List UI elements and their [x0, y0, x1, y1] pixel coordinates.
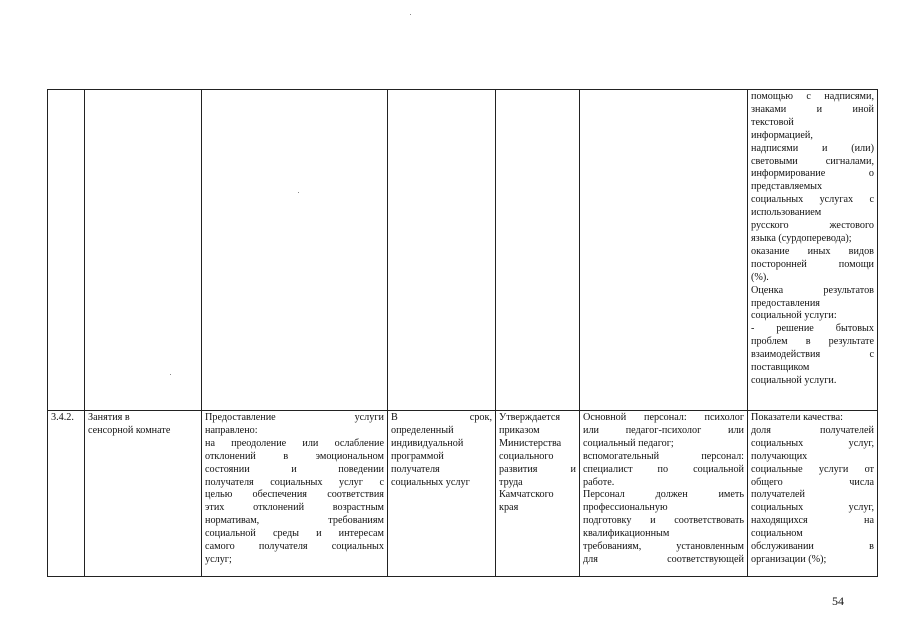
text-line: для соответствующей: [583, 553, 744, 565]
text-line: получающих: [751, 450, 808, 462]
cell-description-empty: [202, 90, 388, 411]
text-line: помощью с надписями,: [751, 91, 874, 102]
text-line: отклонений в эмоциональном: [205, 450, 384, 462]
text-line: нормативам, требованиям: [205, 515, 384, 527]
text-line: В срок,: [391, 412, 492, 423]
text-line: получателя социальных услуг с: [205, 476, 384, 488]
text-line: на преодоление или ослабление: [205, 437, 384, 449]
text-line: проблем в результате: [751, 336, 874, 348]
cell-approval-empty: [496, 90, 580, 411]
text-line: световыми сигналами,: [751, 155, 874, 167]
services-table: [47, 89, 878, 577]
text-line: развития и: [499, 463, 576, 475]
text-line: социального: [499, 450, 554, 462]
cell-term-empty: [388, 90, 496, 411]
cell-description: [202, 411, 388, 577]
text-line: социальных услугах с: [751, 194, 874, 206]
text-line: знаками и иной: [751, 103, 874, 115]
text-line: информирование о: [751, 168, 874, 180]
text-line: Показатели качества:: [751, 412, 843, 423]
text-line: самого получателя социальных: [205, 541, 384, 553]
text-line: индивидуальной: [391, 437, 464, 449]
text-line: квалификационным: [583, 528, 670, 540]
text-line: обслуживании в: [751, 541, 874, 553]
text-line: вспомогательный персонал:: [583, 450, 744, 462]
text-line: общего числа: [751, 476, 874, 488]
text-line: Камчатского: [499, 489, 554, 501]
text-line: предоставления: [751, 297, 820, 309]
cell-approval: [496, 411, 580, 577]
text-line: находящихся на: [751, 515, 874, 527]
text-line: Министерства: [499, 437, 562, 449]
cell-number: [48, 411, 85, 577]
text-line: организации (%);: [751, 553, 827, 565]
cell-term: [388, 411, 496, 577]
cell-name-empty: [85, 90, 202, 411]
text-line: целью обеспечения соответствия: [205, 489, 384, 501]
text-line: (%).: [751, 271, 769, 283]
text-line: социальных услуг,: [751, 437, 874, 449]
text-line: определенный: [391, 424, 454, 436]
text-line: края: [499, 502, 519, 514]
text-line: - решение бытовых: [751, 323, 874, 335]
text-line: Оценка результатов: [751, 284, 874, 296]
text-line: приказом: [499, 424, 540, 436]
text-line: социальной услуги:: [751, 310, 837, 322]
table-row-3-4-2: [48, 411, 878, 577]
row-number: 3.4.2.: [51, 412, 74, 423]
table-row-continuation: [48, 90, 878, 411]
text-line: доля получателей: [751, 424, 874, 436]
text-line: социальный педагог;: [583, 437, 674, 449]
text-line: Персонал должен иметь: [583, 489, 744, 501]
text-line: взаимодействия с: [751, 349, 874, 361]
text-line: посторонней помощи: [751, 258, 874, 270]
text-line: услуг;: [205, 553, 232, 565]
text-line: языка (сурдоперевода);: [751, 232, 852, 244]
cell-quality-continuation: [748, 90, 878, 411]
text-line: информацией,: [751, 129, 813, 141]
text-line: социальной среды и интересам: [205, 528, 384, 540]
cell-personnel-empty: [580, 90, 748, 411]
text-line: требованиям, установленным: [583, 541, 744, 553]
text-line: Предоставление услуги: [205, 412, 384, 423]
cell-personnel: [580, 411, 748, 577]
text-line: Утверждается: [499, 412, 561, 423]
text-line: русского жестового: [751, 220, 874, 232]
text-line: надписями и (или): [751, 142, 874, 154]
text-line: использованием: [751, 207, 822, 219]
text-line: состоянии и поведении: [205, 463, 384, 475]
text-line: сенсорной комнате: [88, 424, 171, 436]
text-line: поставщиком: [751, 362, 810, 374]
scan-speck: [410, 14, 411, 15]
text-line: социальной услуги.: [751, 374, 837, 386]
text-line: получателей: [751, 489, 806, 501]
page-number: 54: [832, 594, 844, 608]
text-line: специалист по социальной: [583, 463, 744, 475]
text-line: оказание иных видов: [751, 245, 874, 257]
text-line: получателя: [391, 463, 440, 475]
text-line: Основной персонал: психолог: [583, 412, 744, 423]
text-line: подготовку и соответствовать: [583, 515, 744, 527]
text-line: социальных услуг,: [751, 502, 874, 514]
text-line: работе.: [583, 476, 615, 488]
cell-quality-indicators: [748, 411, 878, 577]
cell-number-empty: [48, 90, 85, 411]
text-line: социальных услуг: [391, 476, 470, 488]
text-line: социальные услуги от: [751, 463, 874, 475]
text-line: текстовой: [751, 116, 794, 128]
text-line: или педагог-психолог или: [583, 424, 744, 436]
cell-service-name: [85, 411, 202, 577]
text-line: Занятия в: [88, 412, 130, 423]
text-line: профессиональную: [583, 502, 668, 514]
text-line: представляемых: [751, 181, 823, 193]
text-line: этих отклонений возрастным: [205, 502, 384, 514]
text-line: направлено:: [205, 424, 258, 436]
text-line: социальном: [751, 528, 803, 540]
text-line: труда: [499, 476, 523, 488]
text-line: программой: [391, 450, 444, 462]
